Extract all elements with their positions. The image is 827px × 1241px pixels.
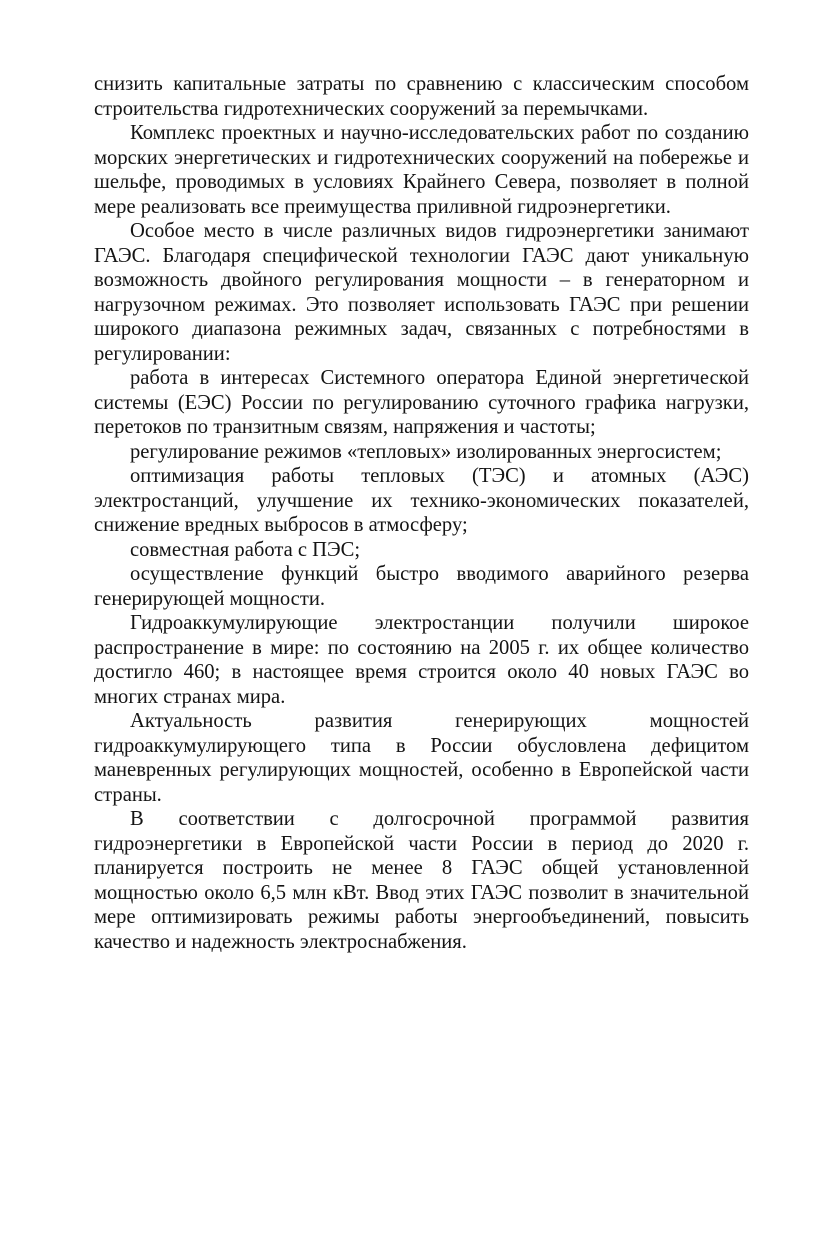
list-item-optimization: оптимизация работы тепловых (ТЭС) и атомных (АЭС) электростанций, улучшение их технико-экономических показателей, снижение вредных выбросов в атмосферу;	[94, 465, 749, 536]
paragraph-relevance-russia: Актуальность развития генерирующих мощностей гидроаккумулирующего типа в России обусловлена дефицитом маневренных регулирующих мощностей, особенно в Европейской части страны.	[94, 710, 749, 806]
paragraph-continuation: снизить капитальные затраты по сравнению с классическим способом строительства гидротехнических сооружений за перемычками.	[94, 73, 749, 120]
list-item-pes-cooperation: совместная работа с ПЭС;	[130, 538, 361, 561]
paragraph-research-complex: Комплекс проектных и научно-исследовательских работ по созданию морских энергетических и гидротехнических сооружений на побережье и шельфе, проводимых в условиях Крайнего Севера, позволяет в полной мере реализовать все преимущества приливной гидроэнергетики.	[94, 122, 749, 218]
paragraph-world-distribution: Гидроаккумулирующие электростанции получили широкое распространение в мире: по состоянию на 2005 г. их общее количество достигло 460; в настоящее время строится около 40 новых ГАЭС во многих странах мира.	[94, 612, 749, 708]
paragraph-gaes-special-place: Особое место в числе различных видов гидроэнергетики занимают ГАЭС. Благодаря специфической технологии ГАЭС дают уникальную возможность двойного регулирования мощности – в генераторном и нагрузочном режимах. Это позволяет использовать ГАЭС при решении широкого диапазона режимных задач, связанных с потребностями в регулировании:	[94, 220, 749, 365]
paragraph-long-term-program: В соответствии с долгосрочной программой развития гидроэнергетики в Европейской части России в период до 2020 г. планируется построить не менее 8 ГАЭС общей установленной мощностью около 6,5 млн кВт. Ввод этих ГАЭС позволит в значительной мере оптимизировать режимы работы энергообъединений, повысить качество и надежность электроснабжения.	[94, 808, 749, 953]
list-item-thermal-isolated: регулирование режимов «тепловых» изолированных энергосистем;	[130, 440, 722, 463]
list-item-system-operator: работа в интересах Системного оператора Единой энергетической системы (ЕЭС) России по регулированию суточного графика нагрузки, перетоков по транзитным связям, напряжения и частоты;	[94, 367, 749, 438]
document-page	[94, 72, 749, 954]
list-item-emergency-reserve: осуществление функций быстро вводимого аварийного резерва генерирующей мощности.	[94, 563, 749, 610]
